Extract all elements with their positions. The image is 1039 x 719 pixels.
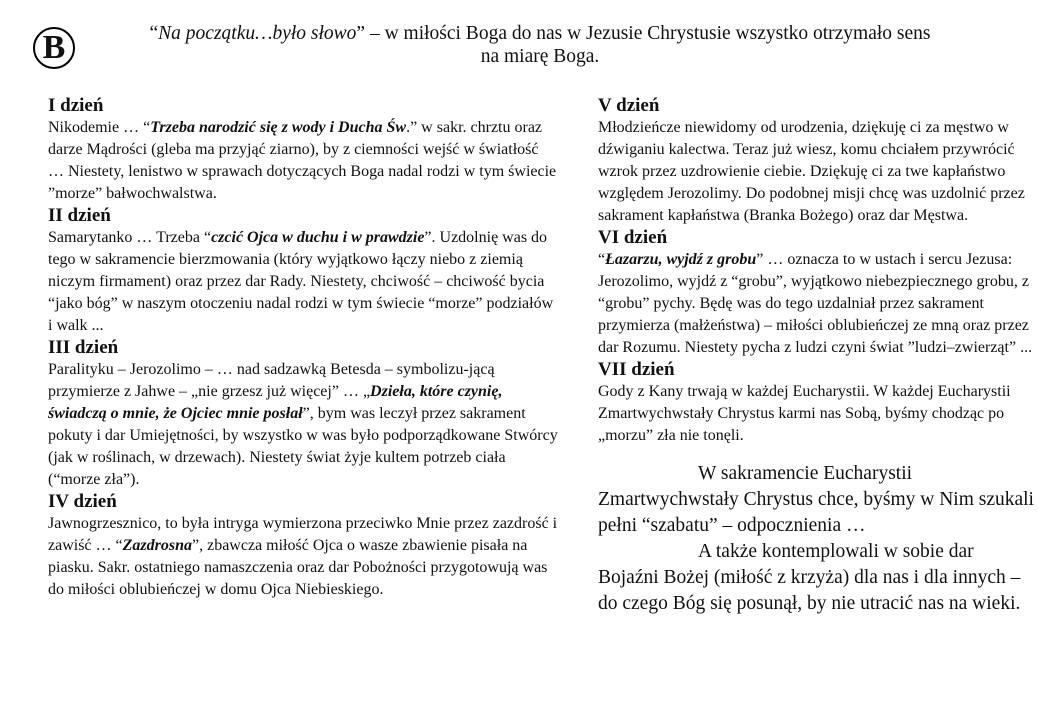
day-1-text-c: .” w sakr. chrztu oraz darze Mądrości (gleba ma przyjąć ziarno), by z ciemności wejść w światłość … Niestety, lenistwo w sprawach dotyczących Boga nadal rodzi w tym świecie ”morze” bałwochwalstwa.: [48, 119, 557, 202]
header-line-2: na miarę Boga.: [480, 46, 600, 67]
day-2-title: II dzień: [48, 205, 111, 226]
day-7: [598, 359, 1038, 447]
day-6-text: [598, 249, 1038, 359]
day-4-quote: Zazdrosna: [122, 537, 192, 554]
header-line-1: “Na początku…było słowo” – w miłości Boga do nas w Jezusie Chrystusie wszystko otrzymało sens: [149, 23, 931, 44]
day-1: [48, 95, 558, 205]
day-6-title: VI dzień: [598, 227, 668, 248]
day-7-text: Gody z Kany trwają w każdej Eucharystii. W każdej Eucharystii Zmartwychwstały Chrystus karmi nas Sobą, byśmy chodząc po „morzu” zła nie tonęli.: [598, 383, 1011, 444]
day-6-text-a: “: [598, 251, 606, 268]
right-column: [598, 95, 1038, 617]
header-quote: Na początku…było słowo: [158, 23, 357, 44]
day-4: [48, 491, 558, 601]
day-3: [48, 337, 558, 491]
day-1-title: I dzień: [48, 95, 104, 116]
page-header: [90, 22, 990, 68]
day-3-title: III dzień: [48, 337, 119, 358]
closing-paragraph-1-text: W sakramencie Eucharystii Zmartwychwstały Chrystus chce, byśmy w Nim szukali pełni “szabatu” – odpocznienia …: [598, 463, 1034, 536]
day-5-title: V dzień: [598, 95, 660, 116]
day-6-text-c: ” … oznacza to w ustach i sercu Jezusa: Jerozolimo, wyjdź z “grobu”, wyjątkowo niebezpiecznego grobu, z “grobu” pychy. Będę was do tego uzdalniał przez sakrament przymierza (małżeństwa) – miłości oblubieńczej ze mną oraz przez dar Rozumu. Niestety pycha z ludzi czyni świat ”ludzi–zwierząt” ...: [598, 251, 1033, 356]
day-1-text-a: Nikodemie … “: [48, 119, 151, 136]
day-2-text-c: ”. Uzdolnię was do tego w sakramencie bierzmowania (który wyjątkowo łączy niebo z ziemią niczym firmament) oraz przez dar Rady. Niestety, chciwość – chciwość bycia “jako bóg” w naszym otoczeniu nadal rodzi w tym świecie “morze” podziałów i walk ...: [48, 229, 554, 334]
day-5-text: Młodzieńcze niewidomy od urodzenia, dziękuję ci za męstwo w dźwiganiu kalectwa. Teraz już wiesz, komu chciałem przywrócić wzrok przez uzdrowienie ciebie. Dziękuję ci za twe kapłaństwo względem Jerozolimy. Do podobnej misji chcę was uzdolnić przez sakrament kapłaństwa (Branka Bożego) oraz dar Męstwa.: [598, 119, 1025, 224]
header-rest: – w miłości Boga do nas w Jezusie Chrystusie wszystko otrzymało sens: [365, 23, 931, 44]
day-2: [48, 205, 558, 337]
day-4-text: [48, 513, 558, 601]
day-3-text: [48, 359, 558, 491]
closing-paragraph-2: [598, 539, 1038, 617]
day-2-quote: czcić Ojca w duchu i w prawdzie: [211, 229, 425, 246]
closing-text: [598, 461, 1038, 617]
day-1-quote: Trzeba narodzić się z wody i Ducha Św: [150, 119, 407, 136]
day-3-text-c: ”, bym was leczył przez sakrament pokuty i dar Umiejętności, by wszystko w was było podporządkowane Stwórcy (jak w roślinach, w drzewach). Niestety świat żyje kultem potrzeb ciała (“morze zła”).: [48, 405, 558, 488]
day-6-quote: Łazarzu, wyjdź z grobu: [605, 251, 757, 268]
day-5: [598, 95, 1038, 227]
day-6: [598, 227, 1038, 359]
day-4-text-c: ”, zbawcza miłość Ojca o wasze zbawienie pisała na piasku. Sakr. ostatniego namaszczenia oraz dar Pobożności przygotowują was do miłości oblubieńczej w domu Ojca Niebieskiego.: [48, 537, 548, 598]
section-badge: B: [33, 27, 75, 69]
closing-paragraph-1: [598, 461, 1038, 539]
day-4-text-a: Jawnogrzesznico, to była intryga wymierzona przeciwko Mnie przez zazdrość i zawiść … “: [48, 515, 558, 554]
day-2-text: [48, 227, 558, 337]
day-3-text-a: Paralityku – Jerozolimo – … nad sadzawką Betesda – symbolizu-jącą przymierze z Jahwe – „nie grzesz już więcej” … „: [48, 361, 495, 400]
closing-paragraph-2-text: A także kontemplowali w sobie dar Bojaźni Bożej (miłość z krzyża) dla nas i dla innych – do czego Bóg się posunął, by nie utracić nas na wieki.: [598, 541, 1021, 614]
day-4-title: IV dzień: [48, 491, 117, 512]
day-7-title: VII dzień: [598, 359, 675, 380]
left-column: [48, 95, 558, 601]
day-3-quote: Dzieła, które czynię, świadczą o mnie, że Ojciec mnie posłał: [48, 383, 503, 422]
day-2-text-a: Samarytanko … Trzeba “: [48, 229, 212, 246]
day-1-text: [48, 117, 558, 205]
